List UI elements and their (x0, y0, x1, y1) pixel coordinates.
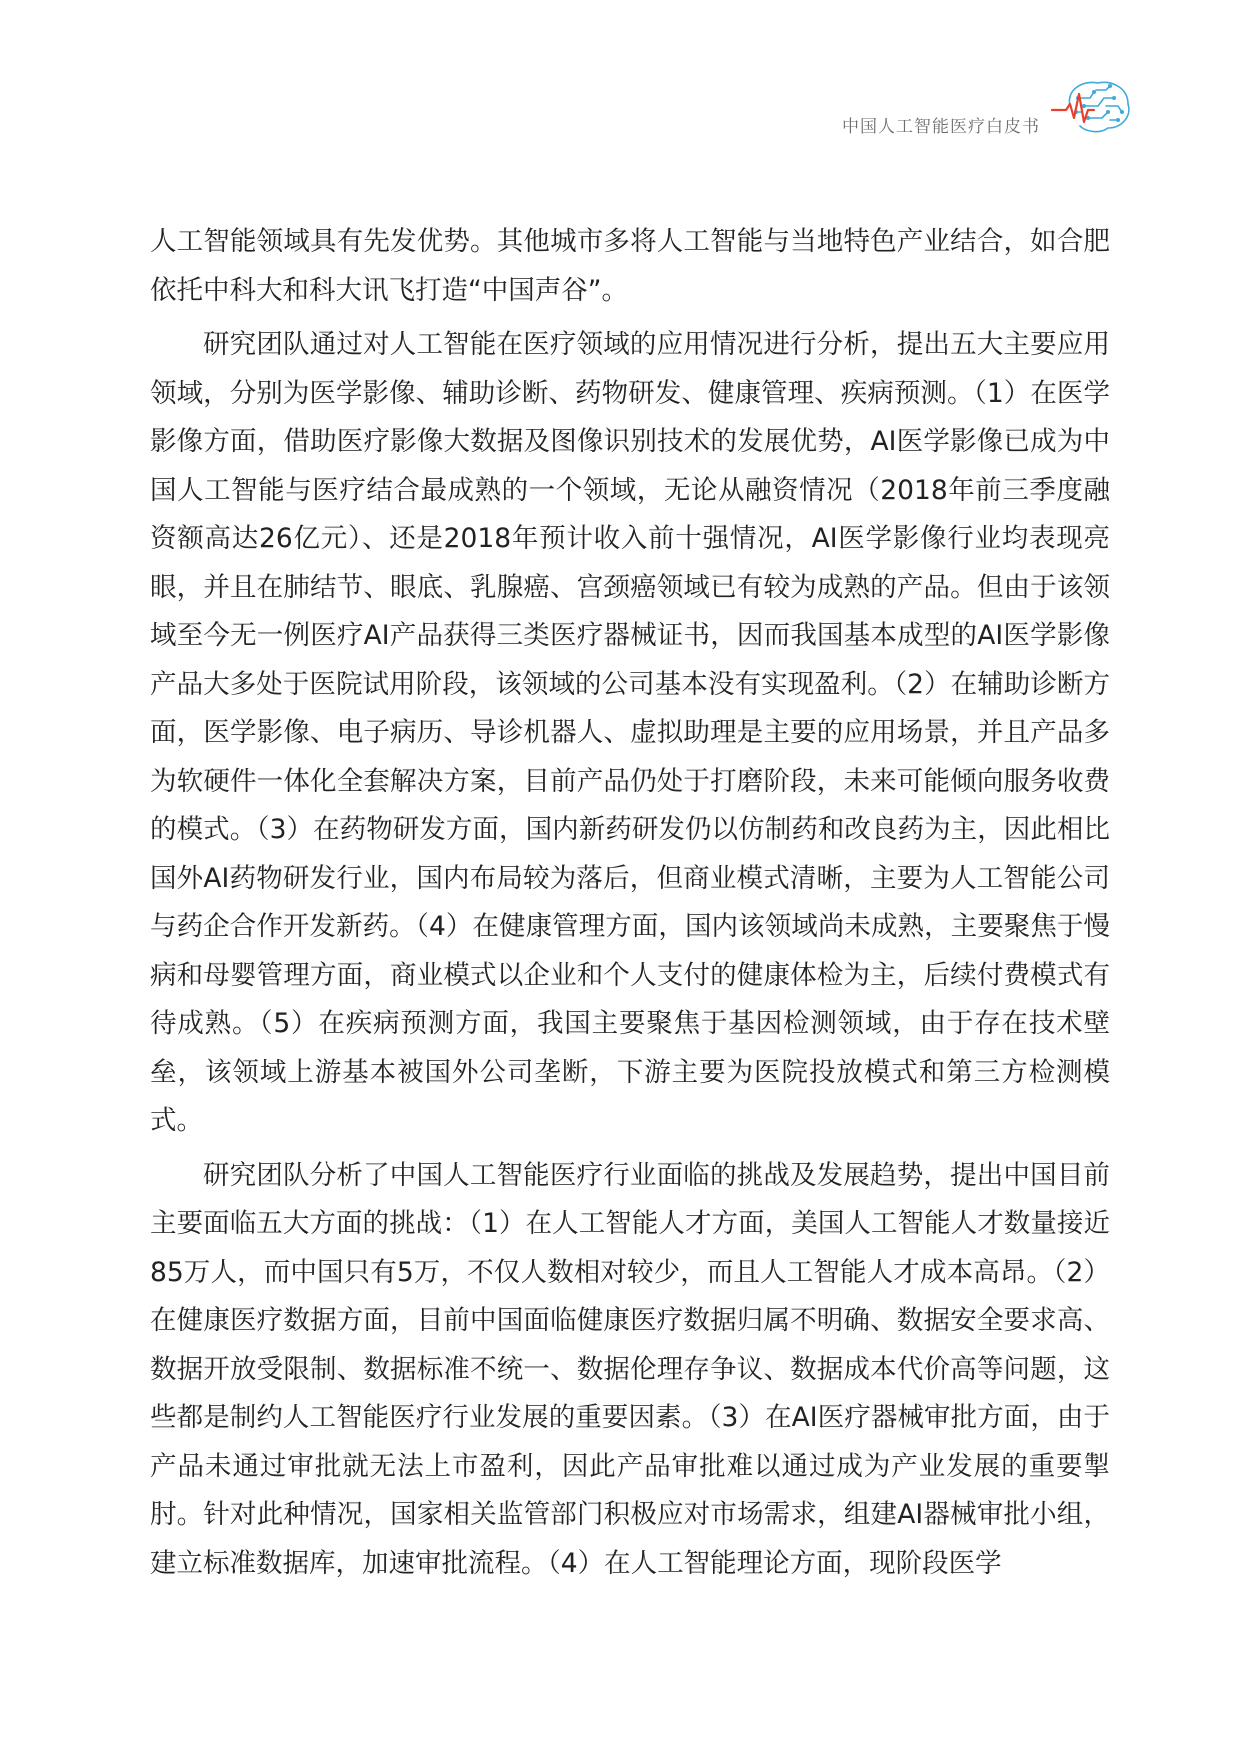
brain-circuit-heartbeat-logo-icon (1048, 76, 1140, 140)
paragraph-2: 研究团队通过对人工智能在医疗领域的应用情况进行分析，提出五大主要应用领域，分别为医学影像、辅助诊断、药物研发、健康管理、疾病预测。（1）在医学影像方面，借助医疗影像大数据及图像识别技术的发展优势，AI医学影像已成为中国人工智能与医疗结合最成熟的一个领域，无论从融资情况（2018年前三季度融资额高达26亿元）、还是2018年预计收入前十强情况，AI医学影像行业均表现亮眼，并且在肺结节、眼底、乳腺癌、宫颈癌领域已有较为成熟的产品。但由于该领域至今无一例医疗AI产品获得三类医疗器械证书，因而我国基本成型的AI医学影像产品大多处于医院试用阶段，该领域的公司基本没有实现盈利。（2）在辅助诊断方面，医学影像、电子病历、导诊机器人、虚拟助理是主要的应用场景，并且产品多为软硬件一体化全套解决方案，目前产品仍处于打磨阶段，未来可能倾向服务收费的模式。（3）在药物研发方面，国内新药研发仍以仿制药和改良药为主，因此相比国外AI药物研发行业，国内布局较为落后，但商业模式清晰，主要为人工智能公司与药企合作开发新药。（4）在健康管理方面，国内该领域尚未成熟，主要聚焦于慢病和母婴管理方面，商业模式以企业和个人支付的健康体检为主，后续付费模式有待成熟。（5）在疾病预测方面，我国主要聚焦于基因检测领域，由于存在技术壁垒，该领域上游基本被国外公司垄断，下游主要为医院投放模式和第三方检测模式。 (150, 329, 1110, 1136)
body-text (150, 218, 1110, 1594)
header-title: 中国人工智能医疗白皮书 (842, 117, 1040, 137)
paragraph-1: 人工智能领域具有先发优势。其他城市多将人工智能与当地特色产业结合，如合肥依托中科大和科大讯飞打造“中国声谷”。 (150, 226, 1110, 306)
paragraph-3: 研究团队分析了中国人工智能医疗行业面临的挑战及发展趋势，提出中国目前主要面临五大方面的挑战：（1）在人工智能人才方面，美国人工智能人才数量接近85万人，而中国只有5万，不仅人数相对较少，而且人工智能人才成本高昂。（2）在健康医疗数据方面，目前中国面临健康医疗数据归属不明确、数据安全要求高、数据开放受限制、数据标准不统一、数据伦理存争议、数据成本代价高等问题，这些都是制约人工智能医疗行业发展的重要因素。（3）在AI医疗器械审批方面，由于产品未通过审批就无法上市盈利，因此产品审批难以通过成为产业发展的重要掣肘。针对此种情况，国家相关监管部门积极应对市场需求，组建AI器械审批小组，建立标准数据库，加速审批流程。（4）在人工智能理论方面，现阶段医学 (150, 1159, 1110, 1579)
page-header (0, 70, 1240, 150)
